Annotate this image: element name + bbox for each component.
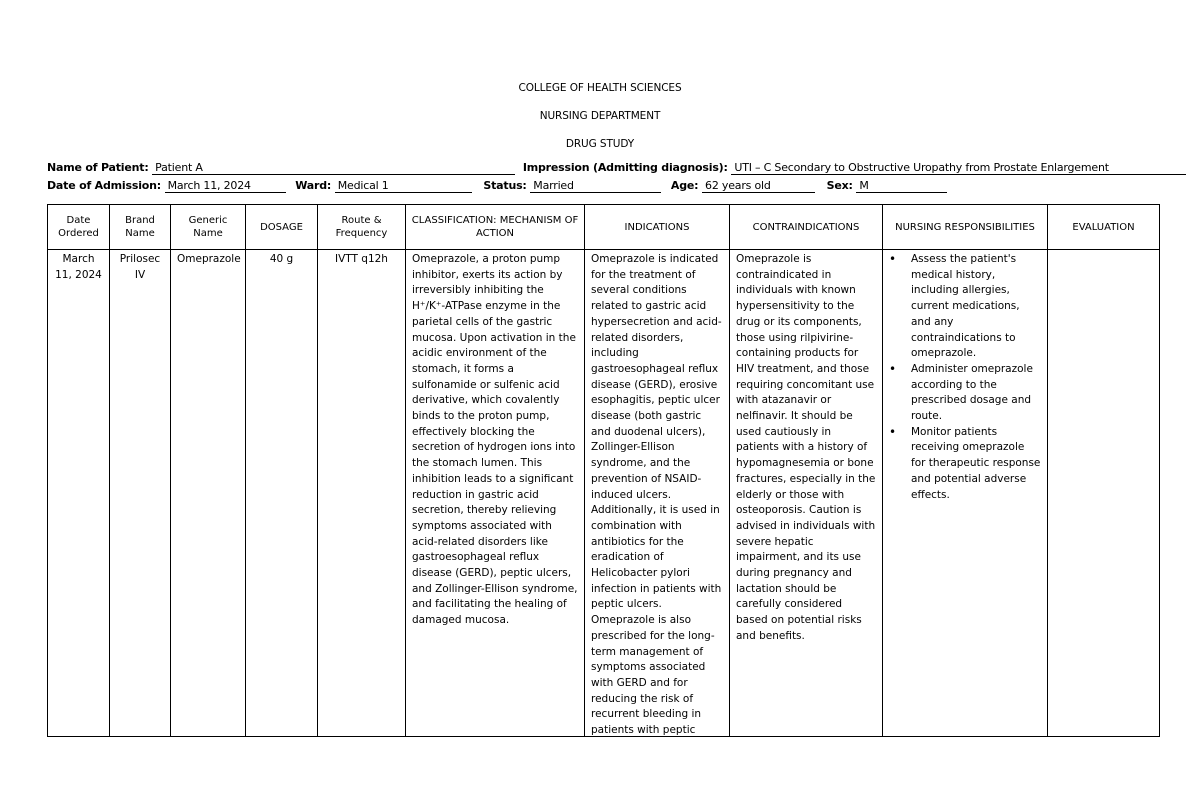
- status-value: Married: [530, 179, 661, 193]
- responsibilities-list: [889, 252, 1041, 503]
- college-title: COLLEGE OF HEALTH SCIENCES: [518, 82, 682, 94]
- admission-date-value: March 11, 2024: [165, 179, 286, 193]
- cell-route-frequency: IVTT q12h: [318, 250, 406, 737]
- cell-date-ordered: March 11, 2024: [48, 250, 110, 737]
- indications-paragraph-2: Omeprazole is also prescribed for the long-term management of symptoms associated with GERD and for reducing the risk of recurrent bleeding in patients with peptic: [591, 614, 715, 736]
- header-route-frequency: Route & Frequency: [318, 205, 406, 250]
- table-row: [48, 250, 1160, 737]
- cell-generic-name: Omeprazole: [171, 250, 246, 737]
- sex-label: Sex:: [826, 179, 853, 192]
- indications-content: [591, 252, 723, 736]
- document-title: DRUG STUDY: [565, 138, 635, 150]
- impression-value: UTI – C Secondary to Obstructive Uropathy from Prostate Enlargement: [731, 161, 1186, 175]
- header-indications: INDICATIONS: [585, 205, 730, 250]
- cell-contraindications: Omeprazole is contraindicated in individuals with known hypersensitivity to the drug or its components, those using rilpivirine-containing products for HIV treatment, and those requiring concomitant use with atazanavir or nelfinavir. It should be used cautiously in patients with a history of hypomagnesemia or bone fractures, especially in the elderly or those with osteoporosis. Caution is advised in individuals with severe hepatic impairment, and its use during pregnancy and lactation should be carefully considered based on potential risks and benefits.: [730, 250, 883, 737]
- cell-nursing-responsibilities: [883, 250, 1048, 737]
- impression-label: Impression (Admitting diagnosis):: [522, 161, 728, 174]
- indications-paragraph-1: Omeprazole is indicated for the treatment of several conditions related to gastric acid hypersecretion and acid-related disorders, including gastroesophageal reflux disease (GERD), erosive esophagitis, peptic ulcer disease (both gastric and duodenal ulcers), Zollinger-Ellison syndrome, and the prevention of NSAID-induced ulcers. Additionally, it is used in combination with antibiotics for the eradication of Helicobacter pylori infection in patients with peptic ulcers.: [591, 253, 722, 611]
- table-header-row: [48, 205, 1160, 250]
- header-evaluation: EVALUATION: [1048, 205, 1160, 250]
- sex-value: M: [856, 179, 947, 193]
- status-label: Status:: [483, 179, 527, 192]
- header-classification: CLASSIFICATION: MECHANISM OF ACTION: [406, 205, 585, 250]
- cell-indications: [585, 250, 730, 737]
- header-dosage: DOSAGE: [246, 205, 318, 250]
- list-item: • Assess the patient's medical history, including allergies, current medications, and any contraindications to omeprazole.: [911, 252, 1041, 362]
- cell-dosage: 40 g: [246, 250, 318, 737]
- patient-info-row-1: [47, 161, 1186, 175]
- header-date-ordered: Date Ordered: [48, 205, 110, 250]
- header-contraindications: CONTRAINDICATIONS: [730, 205, 883, 250]
- patient-info-row-2: [47, 179, 947, 193]
- age-value: 62 years old: [702, 179, 815, 193]
- drug-study-table: [47, 204, 1160, 737]
- ward-label: Ward:: [295, 179, 332, 192]
- cell-evaluation: [1048, 250, 1160, 737]
- header-generic-name: Generic Name: [171, 205, 246, 250]
- header-brand-name: Brand Name: [110, 205, 171, 250]
- list-item: • Monitor patients receiving omeprazole for therapeutic response and potential adverse effects.: [911, 425, 1041, 504]
- age-label: Age:: [670, 179, 699, 192]
- cell-classification: Omeprazole, a proton pump inhibitor, exerts its action by irreversibly inhibiting the H⁺/K⁺-ATPase enzyme in the parietal cells of the gastric mucosa. Upon activation in the acidic environment of the stomach, it forms a sulfonamide or sulfenic acid derivative, which covalently binds to the proton pump, effectively blocking the secretion of hydrogen ions into the stomach lumen. This inhibition leads to a significant reduction in gastric acid secretion, thereby relieving symptoms associated with acid-related disorders like gastroesophageal reflux disease (GERD), peptic ulcers, and Zollinger-Ellison syndrome, and facilitating the healing of damaged mucosa.: [406, 250, 585, 737]
- header-nursing-responsibilities: NURSING RESPONSIBILITIES: [883, 205, 1048, 250]
- patient-name-value: Patient A: [152, 161, 515, 175]
- patient-name-label: Name of Patient:: [47, 161, 149, 174]
- cell-brand-name: Prilosec IV: [110, 250, 171, 737]
- list-item: • Administer omeprazole according to the prescribed dosage and route.: [911, 362, 1041, 425]
- ward-value: Medical 1: [335, 179, 472, 193]
- department-title: NURSING DEPARTMENT: [539, 110, 661, 122]
- admission-date-label: Date of Admission:: [47, 179, 161, 192]
